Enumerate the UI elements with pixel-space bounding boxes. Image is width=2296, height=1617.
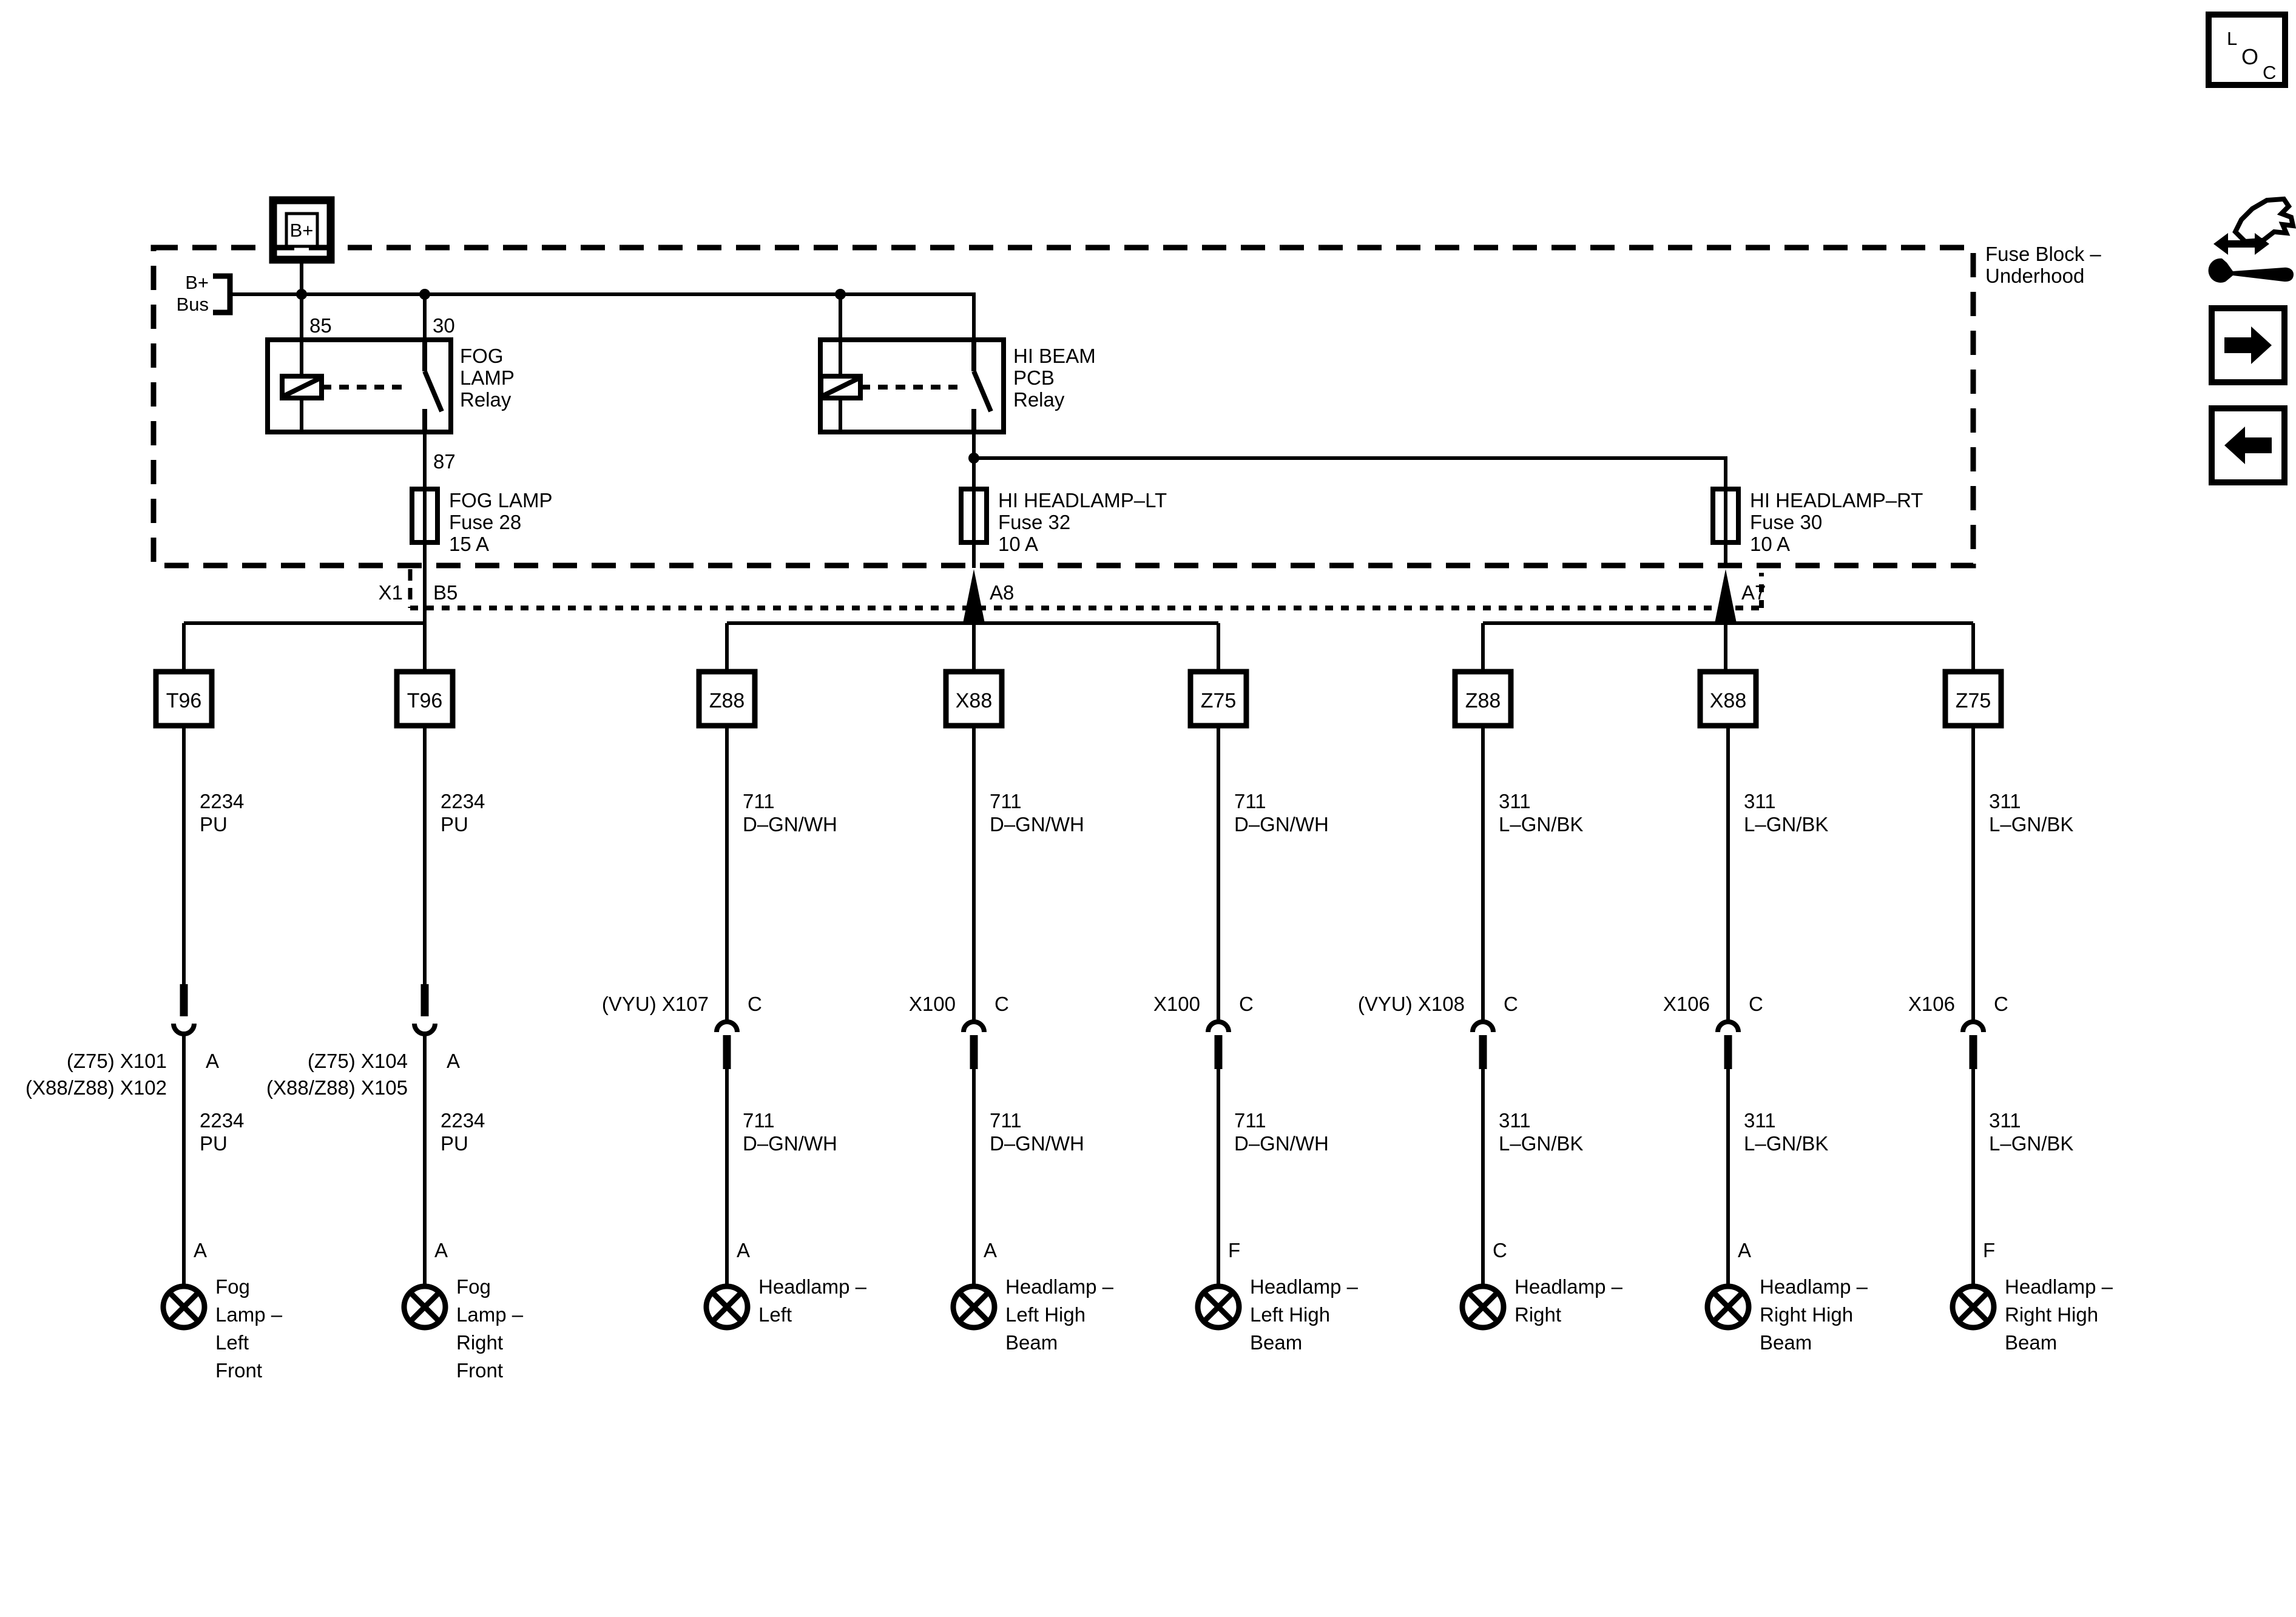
- wire-color: D–GN/WH: [1234, 813, 1329, 836]
- connector-a8-label: A8: [990, 581, 1015, 604]
- lamp-icon-cross: [1204, 1292, 1233, 1322]
- connector-id-line2: (X88/Z88) X102: [25, 1076, 167, 1099]
- inline-connector-female-icon: [1963, 1022, 1984, 1032]
- wire-id: 311: [1989, 790, 2021, 812]
- fog-relay-switch: [425, 340, 442, 432]
- lamp-pin: A: [1738, 1239, 1752, 1261]
- hibeam-relay-label-line3: Relay: [1013, 388, 1065, 411]
- branch-fog-lamp-right: [266, 672, 524, 1382]
- fuse-block-connector-row: [379, 569, 1766, 623]
- lamp-pin: A: [434, 1239, 448, 1261]
- fog-lamp-fuse: [412, 489, 553, 555]
- wire-color: PU: [200, 813, 228, 836]
- harness-code: Z88: [1465, 689, 1501, 712]
- harness-code: T96: [166, 689, 202, 712]
- wire-id: 311: [1744, 790, 1776, 812]
- fuse32-label-line1: HI HEADLAMP–LT: [998, 489, 1167, 511]
- lamp-icon-cross: [959, 1292, 988, 1322]
- lamp-label-line1: Fog: [215, 1275, 250, 1298]
- inline-connector-female-icon: [717, 1022, 737, 1032]
- fuse30-label-line3: 10 A: [1750, 533, 1791, 555]
- lamp-label-line2: Left: [758, 1303, 792, 1326]
- harness-code: Z75: [1955, 689, 1991, 712]
- lamp-pin: A: [194, 1239, 208, 1261]
- lamp-pin: A: [737, 1239, 751, 1261]
- fuse30-label-line2: Fuse 30: [1750, 511, 1823, 533]
- connector-pin: A: [447, 1050, 461, 1072]
- connector-id-line1: (Z75) X101: [66, 1050, 167, 1072]
- bplus-bus: [177, 272, 230, 315]
- wire-id: 2234: [200, 790, 245, 812]
- connector-x1-label: X1: [378, 581, 403, 604]
- inline-connector-female-icon: [1473, 1022, 1493, 1032]
- fog-lamp-relay: [268, 314, 515, 473]
- wire-color: D–GN/WH: [990, 813, 1084, 836]
- wire-id: 711: [743, 790, 775, 812]
- wire-color-2: D–GN/WH: [990, 1132, 1084, 1155]
- lamp-label-line3: Beam: [2005, 1331, 2058, 1354]
- wire-color: L–GN/BK: [1499, 813, 1584, 836]
- lamp-label-line2: Left High: [1005, 1303, 1086, 1326]
- harness-code: X88: [955, 689, 993, 712]
- wire-id-2: 711: [1234, 1109, 1266, 1132]
- fuse32-label-line2: Fuse 32: [998, 511, 1071, 533]
- lamp-label-line3: Beam: [1250, 1331, 1303, 1354]
- fuse28-label-line3: 15 A: [449, 533, 490, 555]
- previous-page-button[interactable]: [2212, 408, 2284, 482]
- lamp-icon-cross: [712, 1292, 741, 1322]
- fuse-block-label-line2: Underhood: [1985, 265, 2085, 287]
- wire-color-2: D–GN/WH: [743, 1132, 837, 1155]
- hibeam-relay-switch: [974, 340, 991, 432]
- fog-fuse-branch-wiring: [184, 432, 425, 672]
- fuse28-label-line2: Fuse 28: [449, 511, 522, 533]
- connector-a7-arrow: [1715, 569, 1737, 623]
- lamp-label-line1: Headlamp –: [1514, 1275, 1622, 1298]
- inline-connector-female-icon: [1718, 1022, 1738, 1032]
- lamp-pin: C: [1493, 1239, 1507, 1261]
- hibeam-relay-label-line2: PCB: [1013, 366, 1055, 389]
- lamp-icon-cross: [410, 1292, 439, 1322]
- junction-dot: [835, 289, 846, 300]
- lamp-pin: F: [1983, 1239, 1996, 1261]
- connector-id-line1: X100: [908, 993, 956, 1015]
- branch-fog-lamp-left: [25, 672, 283, 1382]
- lamp-label-line3: Left: [215, 1331, 249, 1354]
- connector-id-line1: (VYU) X107: [601, 993, 709, 1015]
- wire-id: 711: [990, 790, 1022, 812]
- lamp-label-line4: Front: [456, 1359, 504, 1382]
- harness-code: Z75: [1200, 689, 1237, 712]
- lamp-label-line2: Lamp –: [215, 1303, 283, 1326]
- fog-relay-label-line2: LAMP: [460, 366, 515, 389]
- wire-color-2: PU: [441, 1132, 468, 1155]
- bplus-bus-wiring: [230, 260, 974, 432]
- connector-id-line2: (X88/Z88) X105: [266, 1076, 408, 1099]
- fuse-block-label-line1: Fuse Block –: [1985, 243, 2101, 265]
- fog-relay-label-line3: Relay: [460, 388, 512, 411]
- loc-button[interactable]: [2209, 15, 2285, 85]
- branch-headlamp-right-high-beam-z75: [1908, 672, 2113, 1354]
- loc-letter-o: O: [2241, 44, 2259, 69]
- wire-color-2: D–GN/WH: [1234, 1132, 1329, 1155]
- hand-tool-icon[interactable]: [2209, 199, 2294, 283]
- connector-pin: C: [1504, 993, 1518, 1015]
- wire-color-2: L–GN/BK: [1989, 1132, 2074, 1155]
- harness-code: Z88: [709, 689, 745, 712]
- hi-headlamp-rt-fuse: [1713, 489, 1923, 555]
- wire-color-2: L–GN/BK: [1744, 1132, 1829, 1155]
- connector-pin: C: [1239, 993, 1254, 1015]
- wrench-icon: [2209, 258, 2294, 283]
- loc-letter-c: C: [2263, 62, 2277, 83]
- connector-id-line1: X106: [1908, 993, 1955, 1015]
- next-page-button[interactable]: [2212, 308, 2284, 382]
- connector-b5-label: B5: [433, 581, 458, 604]
- wire-id-2: 711: [743, 1109, 775, 1132]
- wire-id-2: 311: [1989, 1109, 2021, 1132]
- wire-id-2: 2234: [441, 1109, 485, 1132]
- lamp-label-line1: Headlamp –: [1760, 1275, 1868, 1298]
- branch-headlamp-left: [602, 672, 867, 1328]
- hand-outline: [2235, 199, 2293, 241]
- harness-code: T96: [407, 689, 443, 712]
- lamp-icon-cross: [1468, 1292, 1497, 1322]
- lamp-label-line2: Right High: [2005, 1303, 2099, 1326]
- branch-headlamp-right: [1358, 672, 1623, 1328]
- lamp-label-line1: Headlamp –: [758, 1275, 866, 1298]
- lamp-label-line3: Right: [456, 1331, 504, 1354]
- wire-color: L–GN/BK: [1989, 813, 2074, 836]
- inline-connector-female-icon: [414, 1024, 435, 1034]
- lamp-label-line1: Headlamp –: [1250, 1275, 1358, 1298]
- wire-color: L–GN/BK: [1744, 813, 1829, 836]
- lamp-label-line2: Lamp –: [456, 1303, 524, 1326]
- lamp-icon-cross: [1959, 1292, 1988, 1322]
- wire-color: D–GN/WH: [743, 813, 837, 836]
- bus-label-line2: Bus: [176, 294, 209, 315]
- lamp-label-line2: Left High: [1250, 1303, 1331, 1326]
- lamp-label-line2: Right High: [1760, 1303, 1854, 1326]
- connector-pin: C: [1749, 993, 1763, 1015]
- junction-dot: [419, 289, 430, 300]
- connector-id-line1: (VYU) X108: [1357, 993, 1465, 1015]
- fuse28-label-line1: FOG LAMP: [449, 489, 553, 511]
- fog-relay-pin-87: 87: [433, 450, 456, 473]
- junction-dot: [296, 289, 307, 300]
- wire-id: 2234: [441, 790, 485, 812]
- left-arrow-icon: [2224, 427, 2272, 464]
- wire-id-2: 311: [1499, 1109, 1531, 1132]
- lamp-label-line4: Front: [215, 1359, 263, 1382]
- wire-id: 711: [1234, 790, 1266, 812]
- lamp-label-line1: Fog: [456, 1275, 491, 1298]
- lamp-label-line2: Right: [1514, 1303, 1562, 1326]
- fog-relay-coil-slash: [285, 379, 319, 396]
- connector-id-line1: (Z75) X104: [307, 1050, 408, 1072]
- fog-relay-pin-85: 85: [309, 314, 332, 337]
- junction-dot: [968, 453, 979, 464]
- hibeam-relay-coil-slash: [823, 379, 858, 396]
- fuse32-label-line3: 10 A: [998, 533, 1039, 555]
- connector-pin: A: [206, 1050, 220, 1072]
- connector-pin: C: [748, 993, 762, 1015]
- bplus-terminal: [273, 200, 331, 260]
- fuse30-label-line1: HI HEADLAMP–RT: [1750, 489, 1923, 511]
- inline-connector-female-icon: [964, 1022, 984, 1032]
- bus-bracket: [213, 276, 230, 312]
- wire-id-2: 711: [990, 1109, 1022, 1132]
- lamp-label-line3: Beam: [1760, 1331, 1812, 1354]
- connector-a7-label: A7: [1741, 581, 1766, 604]
- hi-beam-pcb-relay: [820, 340, 1096, 432]
- wire-color: PU: [441, 813, 468, 836]
- lamp-label-line1: Headlamp –: [1005, 1275, 1113, 1298]
- branch-headlamp-left-high-beam-x88: [909, 672, 1114, 1354]
- wire-color-2: PU: [200, 1132, 228, 1155]
- fog-relay-pin-30: 30: [433, 314, 455, 337]
- connector-pin: C: [994, 993, 1009, 1015]
- wire-id-2: 2234: [200, 1109, 245, 1132]
- lamp-icon-cross: [169, 1292, 198, 1322]
- loc-letter-l: L: [2227, 28, 2238, 49]
- connector-id-line1: X106: [1663, 993, 1710, 1015]
- wire-color-2: L–GN/BK: [1499, 1132, 1584, 1155]
- inline-connector-female-icon: [1208, 1022, 1229, 1032]
- connector-pin: C: [1994, 993, 2008, 1015]
- connector-id-line1: X100: [1153, 993, 1200, 1015]
- lamp-label-line3: Beam: [1005, 1331, 1058, 1354]
- lamp-label-line1: Headlamp –: [2005, 1275, 2113, 1298]
- wire-id: 311: [1499, 790, 1531, 812]
- lamp-icon-cross: [1714, 1292, 1743, 1322]
- hibeam-relay-label-line1: HI BEAM: [1013, 345, 1096, 367]
- branch-headlamp-left-high-beam-z75: [1153, 672, 1359, 1354]
- bplus-label: B+: [289, 220, 314, 241]
- right-arrow-icon: [2224, 326, 2272, 364]
- harness-code: X88: [1709, 689, 1747, 712]
- connector-region-outline: [410, 573, 1761, 608]
- fog-relay-label-line1: FOG: [460, 345, 504, 367]
- branch-headlamp-right-high-beam-x88: [1663, 672, 1868, 1354]
- wire-id-2: 311: [1744, 1109, 1776, 1132]
- connector-a8-arrow: [963, 569, 985, 623]
- bus-label-line1: B+: [185, 272, 209, 293]
- inline-connector-female-icon: [174, 1024, 194, 1034]
- hi-headlamp-lt-fuse: [961, 489, 1167, 555]
- lamp-pin: F: [1228, 1239, 1241, 1261]
- lamp-pin: A: [984, 1239, 998, 1261]
